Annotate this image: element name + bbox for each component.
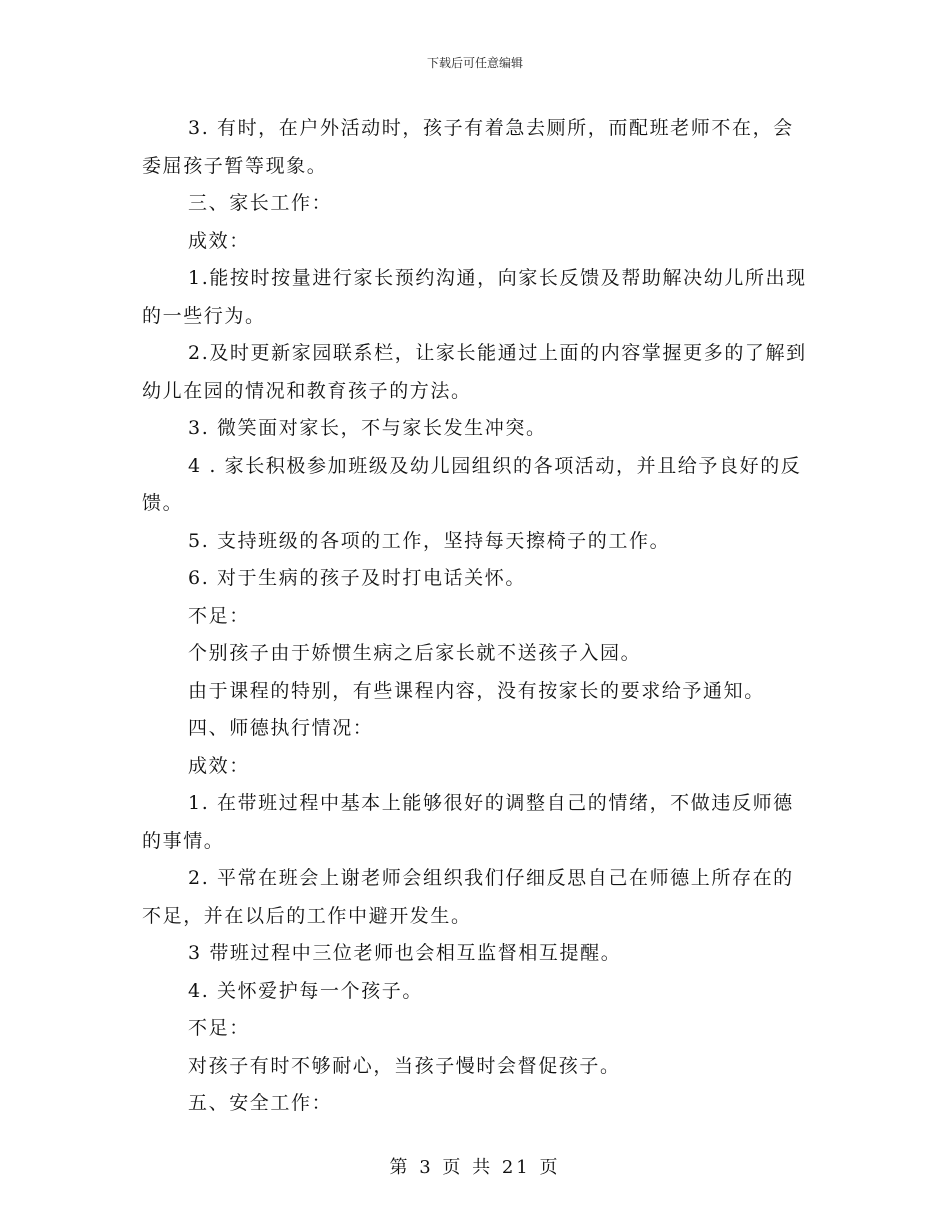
paragraph: 3. 有时，在户外活动时，孩子有着急去厕所，而配班老师不在，会委屈孩子暂等现象。 <box>142 117 794 177</box>
paragraph: 1. 在带班过程中基本上能够很好的调整自己的情绪，不做违反师德的事情。 <box>142 792 794 852</box>
paragraph: 3 带班过程中三位老师也会相互监督相互提醒。 <box>188 942 622 964</box>
section-heading: 五、安全工作： <box>188 1092 333 1114</box>
subheading: 成效： <box>188 229 250 252</box>
paragraph: 对孩子有时不够耐心，当孩子慢时会督促孩子。 <box>188 1054 621 1077</box>
paragraph: 2. 平常在班会上谢老师会组织我们仔细反思自己在师德上所存在的不足，并在以后的工作中避开发生。 <box>142 867 794 927</box>
paragraph: 5. 支持班级的各项的工作，坚持每天擦椅子的工作。 <box>188 529 671 552</box>
paragraph: 4. 关怀爱护每一个孩子。 <box>188 979 423 1002</box>
paragraph: 4 . 家长积极参加班级及幼儿园组织的各项活动，并且给予良好的反馈。 <box>142 454 802 514</box>
paragraph: 6. 对于生病的孩子及时打电话关怀。 <box>188 567 526 589</box>
paragraph: 1.能按时按量进行家长预约沟通，向家长反馈及帮助解决幼儿所出现的一些行为。 <box>142 267 807 327</box>
paragraph: 2.及时更新家园联系栏，让家长能通过上面的内容掌握更多的了解到幼儿在园的情况和教育孩子的方法。 <box>142 342 807 402</box>
document-body <box>142 110 812 1123</box>
paragraph: 由于课程的特别，有些课程内容，没有按家长的要求给予通知。 <box>188 679 765 702</box>
subheading: 不足： <box>188 604 250 627</box>
header-note: 下载后可任意编辑 <box>426 56 523 70</box>
page-number: 第 3 页 共 21 页 <box>389 1157 561 1178</box>
paragraph: 3. 微笑面对家长，不与家长发生冲突。 <box>188 417 547 439</box>
paragraph: 个别孩子由于娇惯生病之后家长就不送孩子入园。 <box>188 642 642 664</box>
section-heading: 四、师德执行情况： <box>188 717 374 739</box>
section-heading: 三、家长工作： <box>188 192 333 214</box>
subheading: 不足： <box>188 1017 250 1039</box>
subheading: 成效： <box>188 754 250 777</box>
